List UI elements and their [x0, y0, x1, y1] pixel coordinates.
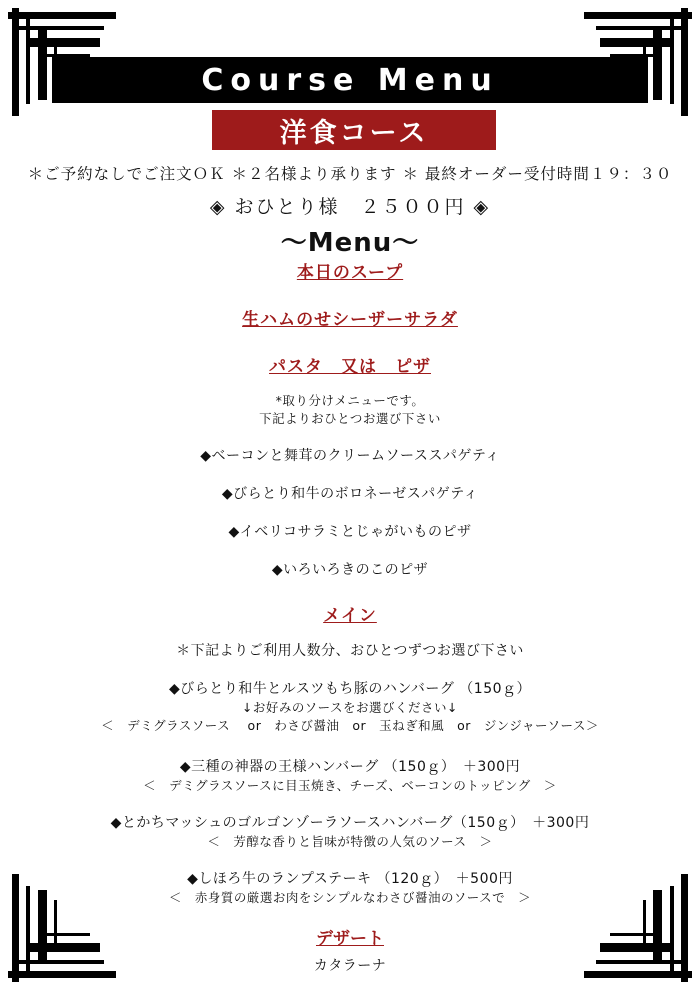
section-heading-salad: 生ハムのせシーザーサラダ: [242, 310, 458, 330]
main-option-4: ◆しほろ牛のランプステーキ （120ｇ） ＋500円: [187, 871, 513, 887]
page-title: Course Menu: [201, 62, 499, 98]
main-option-1-sauce-prompt: ↓お好みのソースをお選びください↓: [241, 700, 459, 715]
pasta-option-4: ◆いろいろきのこのピザ: [271, 562, 429, 578]
section-heading-soup: 本日のスープ: [296, 263, 404, 283]
reservation-notes: ＊ご予約なしでご注文ＯＫ ＊２名様より承ります ＊ 最終オーダー受付時間１９：３０: [27, 165, 673, 183]
main-option-3-detail: ＜ 芳醇な香りと旨味が特徴の人気のソース ＞: [207, 834, 493, 849]
main-option-2-detail: ＜ デミグラスソースに目玉焼き、チーズ、ベーコンのトッピング ＞: [143, 778, 557, 793]
main-option-3: ◆とかちマッシュのゴルゴンゾーラソースハンバーグ（150ｇ） ＋300円: [110, 815, 590, 831]
main-option-1: ◆びらとり和牛とルスツもち豚のハンバーグ （150ｇ）: [168, 681, 532, 697]
course-subtitle-banner: [212, 110, 496, 150]
pasta-option-3: ◆イベリコサラミとじゃがいものピザ: [228, 524, 472, 540]
pasta-option-2: ◆びらとり和牛のボロネーゼスパゲティ: [221, 486, 479, 502]
menu-content: [0, 258, 700, 975]
section-heading-dessert: デザート: [316, 929, 384, 949]
pasta-note-1: *取り分けメニューです。: [275, 393, 425, 408]
pasta-option-1: ◆ベーコンと舞茸のクリームソーススパゲティ: [200, 448, 500, 464]
main-option-2: ◆三種の神器の王様ハンバーグ （150ｇ） ＋300円: [179, 759, 521, 775]
dessert-item: カタラーナ: [313, 958, 387, 974]
section-heading-main: メイン: [323, 606, 377, 626]
main-option-4-detail: ＜ 赤身質の厳選お肉をシンプルなわさび醤油のソースで ＞: [168, 890, 532, 905]
main-option-1-sauce-list: ＜ デミグラスソース or わさび醤油 or 玉ねぎ和風 or ジンジャーソース＞: [101, 718, 599, 733]
section-heading-pasta-pizza: パスタ 又は ピザ: [269, 357, 431, 377]
course-title-banner: [52, 57, 648, 103]
menu-heading: 〜Menu〜: [280, 228, 420, 258]
pasta-note-2: 下記よりおひとつお選び下さい: [259, 411, 441, 426]
course-subtitle: 洋食コース: [279, 117, 429, 149]
price-per-person: ◈ おひとり様 ２５００円 ◈: [209, 196, 491, 218]
main-note: ＊下記よりご利用人数分、おひとつずつお選び下さい: [176, 643, 524, 659]
